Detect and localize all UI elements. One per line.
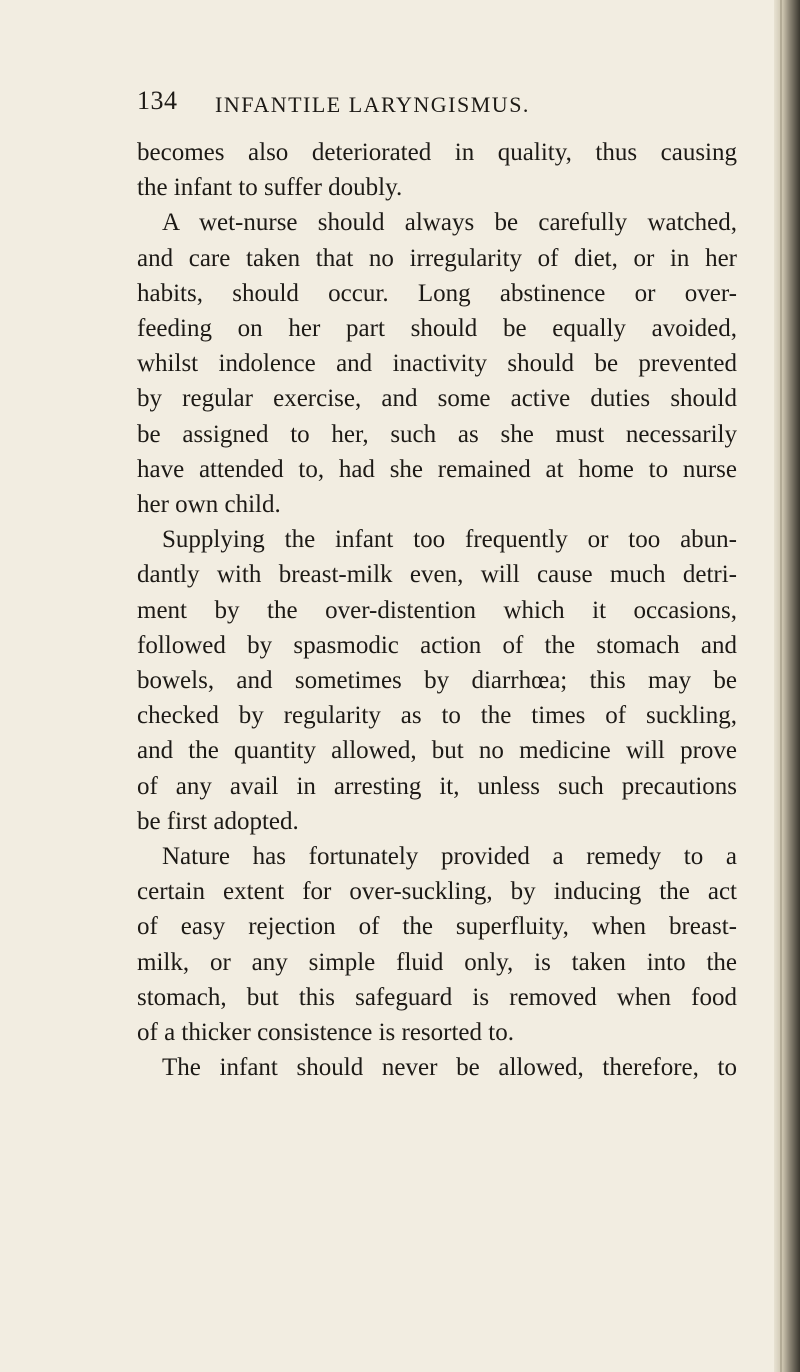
text-line: followed by spasmodic action of the stomach and: [137, 631, 737, 659]
text-line: whilst indolence and inactivity should be prevented: [137, 350, 737, 378]
text-line: and care taken that no irregularity of diet, or in her: [137, 244, 737, 272]
text-line: milk, or any simple fluid only, is taken into the: [137, 948, 737, 976]
text-line: Nature has fortunately provided a remedy to a: [162, 843, 737, 871]
page-header: [0, 86, 800, 136]
text-line: the infant to suffer doubly.: [137, 174, 403, 202]
text-line: certain extent for over-suckling, by inducing the act: [137, 878, 737, 906]
page-number: 134: [137, 86, 178, 115]
text-line: feeding on her part should be equally avoided,: [137, 315, 737, 343]
text-line: and the quantity allowed, but no medicine will prove: [137, 737, 737, 765]
text-line: becomes also deteriorated in quality, thus causing: [137, 139, 737, 166]
text-line: ment by the over-distention which it occasions,: [137, 596, 737, 624]
text-line: bowels, and sometimes by diarrhœa; this may be: [137, 667, 737, 695]
text-line: The infant should never be allowed, therefore, to: [162, 1054, 737, 1082]
text-line: be first adopted.: [137, 807, 299, 835]
text-line: be assigned to her, such as she must necessarily: [137, 420, 737, 448]
page-edge-shadow: [774, 0, 800, 1372]
text-line: dantly with breast-milk even, will cause much detri-: [137, 561, 737, 589]
text-line: her own child.: [137, 491, 281, 519]
text-line: have attended to, had she remained at home to nurse: [137, 455, 737, 483]
running-title: INFANTILE LARYNGISMUS.: [215, 92, 530, 117]
text-line: of a thicker consistence is resorted to.: [137, 1019, 514, 1047]
text-line: A wet-nurse should always be carefully watched,: [162, 209, 737, 237]
text-line: stomach, but this safeguard is removed when food: [137, 983, 737, 1011]
text-line: of any avail in arresting it, unless such precautions: [137, 772, 737, 800]
body-text: [137, 135, 737, 1085]
text-line: Supplying the infant too frequently or too abun-: [162, 526, 737, 554]
text-line: of easy rejection of the superfluity, when breast-: [137, 913, 737, 941]
text-line: habits, should occur. Long abstinence or over-: [137, 279, 737, 307]
text-line: by regular exercise, and some active duties should: [137, 385, 737, 413]
text-line: checked by regularity as to the times of suckling,: [137, 702, 737, 730]
binding-line: [780, 0, 782, 1372]
